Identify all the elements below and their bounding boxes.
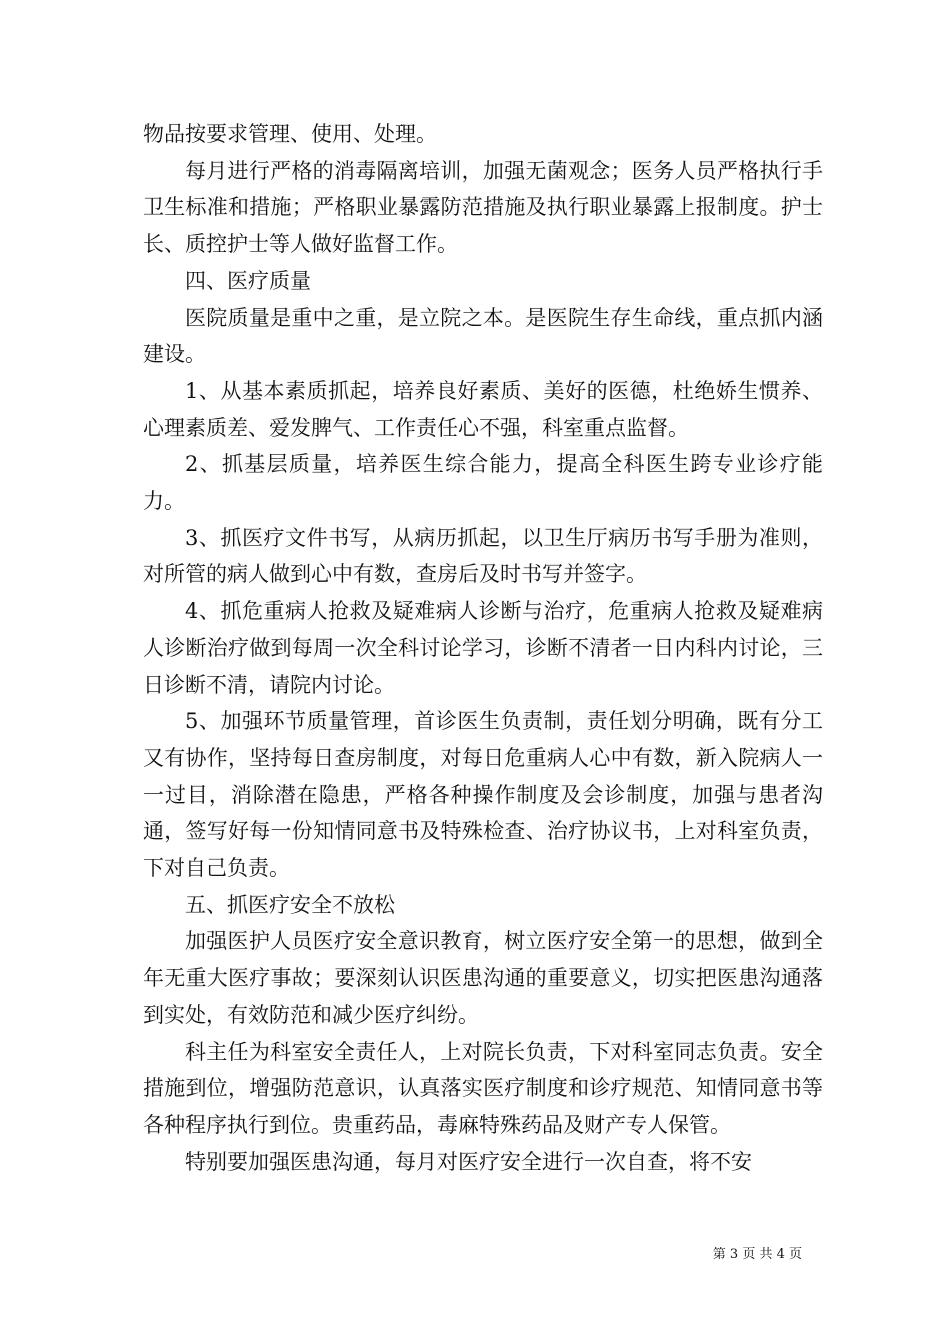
list-item: 2、抓基层质量，培养医生综合能力，提高全科医生跨专业诊疗能力。 bbox=[143, 452, 823, 514]
list-item: 4、抓危重病人抢救及疑难病人诊断与治疗，危重病人抢救及疑难病人诊断治疗做到每周一次全科讨论学习，诊断不清者一日内科内讨论，三日诊断不清，请院内讨论。 bbox=[143, 599, 823, 697]
paragraph: 科主任为科室安全责任人，上对院长负责，下对科室同志负责。安全措施到位，增强防范意识，认真落实医疗制度和诊疗规范、知情同意书等各种程序执行到位。贵重药品，毒麻特殊药品及财产专人保管。 bbox=[143, 1039, 823, 1137]
list-item: 1、从基本素质抓起，培养良好素质、美好的医德，杜绝娇生惯养、心理素质差、爱发脾气、工作责任心不强，科室重点监督。 bbox=[143, 378, 823, 440]
list-item: 5、加强环节质量管理，首诊医生负责制，责任划分明确，既有分工又有协作，坚持每日查房制度，对每日危重病人心中有数，新入院病人一一过目，消除潜在隐患，严格各种操作制度及会诊制度，加强与患者沟通，签写好每一份知情同意书及特殊检查、治疗协议书，上对科室负责，下对自己负责。 bbox=[143, 709, 823, 881]
paragraph: 医院质量是重中之重，是立院之本。是医院生存生命线，重点抓内涵建设。 bbox=[143, 305, 823, 367]
page-number: 第 3 页 共 4 页 bbox=[712, 1247, 802, 1262]
section-heading-medical-safety: 五、抓医疗安全不放松 bbox=[185, 892, 395, 917]
section-heading-medical-quality: 四、医疗质量 bbox=[185, 268, 311, 293]
document-body bbox=[143, 116, 823, 1180]
paragraph-continuation: 物品按要求管理、使用、处理。 bbox=[143, 122, 437, 146]
list-item: 3、抓医疗文件书写，从病历抓起，以卫生厅病历书写手册为准则，对所管的病人做到心中有数，查房后及时书写并签字。 bbox=[143, 525, 823, 587]
paragraph: 每月进行严格的消毒隔离培训，加强无菌观念；医务人员严格执行手卫生标准和措施；严格职业暴露防范措施及执行职业暴露上报制度。护士长、质控护士等人做好监督工作。 bbox=[143, 158, 823, 257]
paragraph: 特别要加强医患沟通，每月对医疗安全进行一次自查，将不安 bbox=[185, 1149, 752, 1174]
paragraph: 加强医护人员医疗安全意识教育，树立医疗安全第一的思想，做到全年无重大医疗事故；要深刻认识医患沟通的重要意义，切实把医患沟通落到实处，有效防范和减少医疗纠纷。 bbox=[143, 929, 823, 1027]
